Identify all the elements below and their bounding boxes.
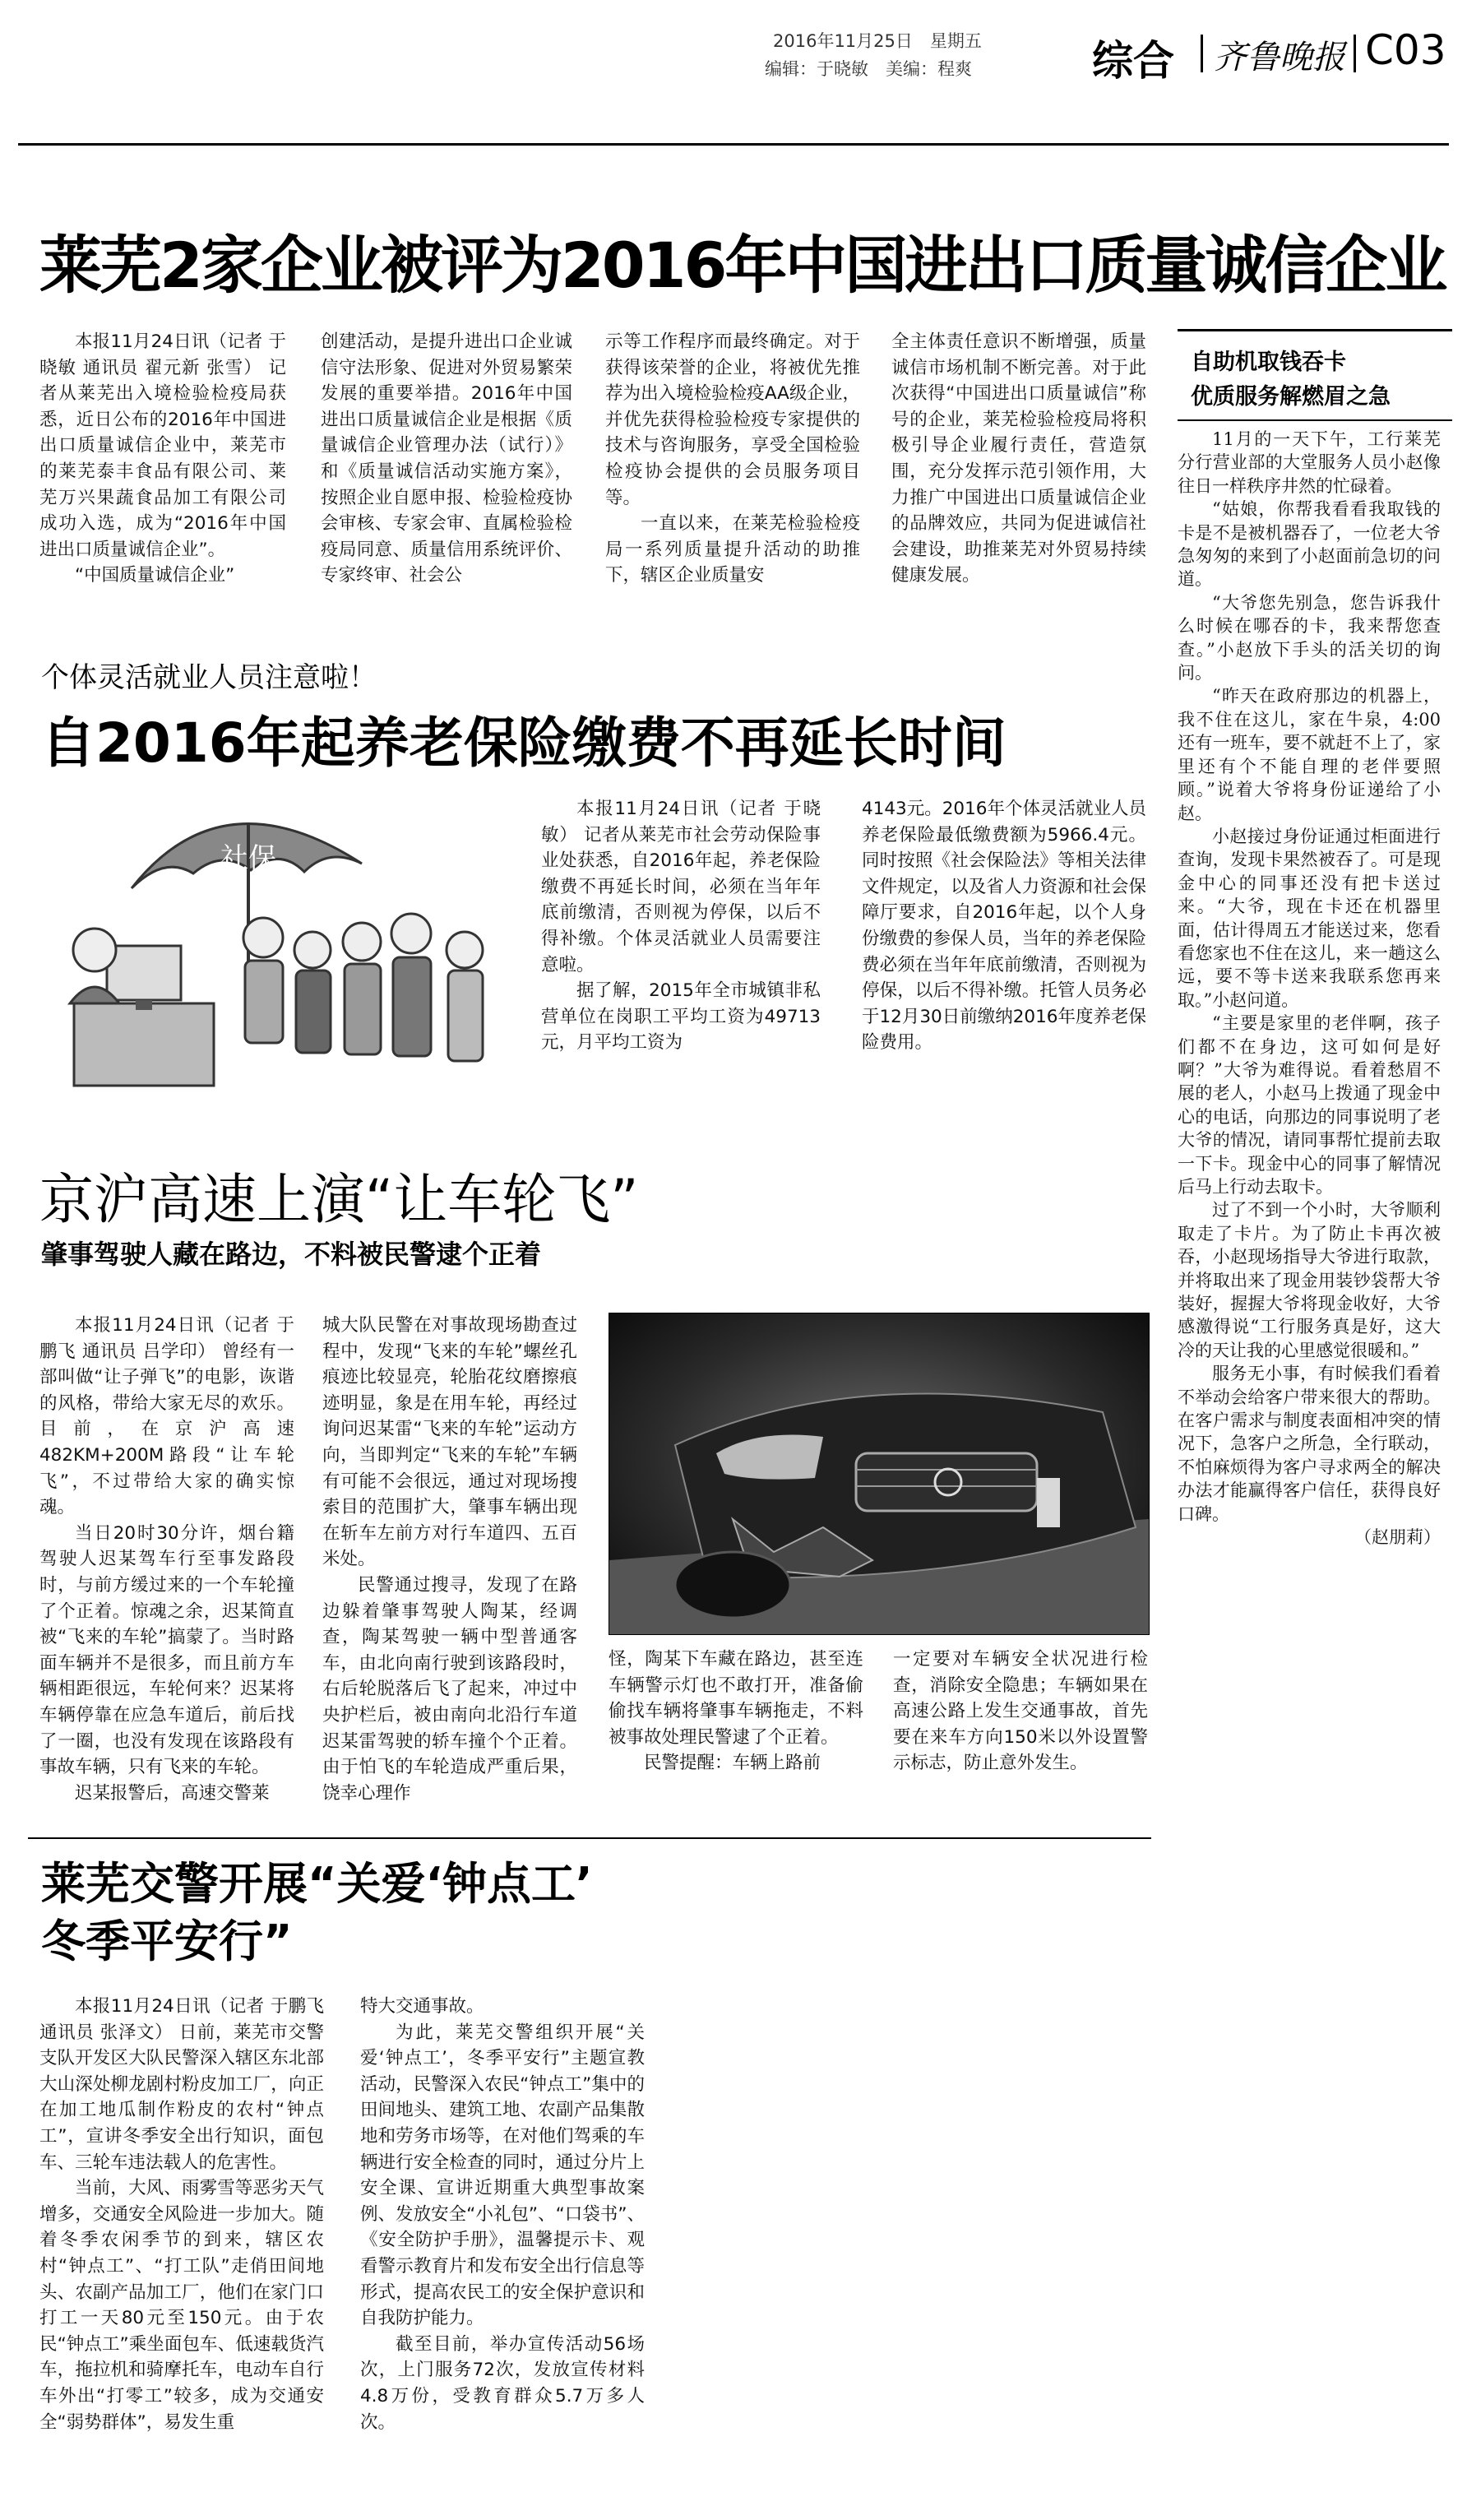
sidebar-title-line2: 优质服务解燃眉之急 <box>1191 384 1391 410</box>
editor-credits: 编辑：于晓敏 美编：程爽 <box>765 59 972 79</box>
article1-col1 <box>39 329 286 604</box>
sidebar-paragraph: 小赵接过身份证通过柜面进行查询，发现卡果然被吞了。可是现金中心的同事还没有把卡送过来。“大爷，现在卡还在机器里面，估计得周五才能送过来，您看看您家也不住在这儿，来一趟这么远，要不等卡送来我联系您再来取。”小赵问道。 <box>1178 826 1441 1010</box>
article-paragraph: 据了解，2015年全市城镇非私营单位在岗职工平均工资为49713元，月平均工资为 <box>541 980 821 1054</box>
article-paragraph: 本报11月24日讯（记者 于鹏飞 通讯员 张泽文） 日前，莱芜市交警支队开发区大队民警深入辖区东北部大山深处柳龙剧村粉皮加工厂，向正在加工地瓜制作粉皮的农村“钟点工”，宣讲冬季安全出行知识，面包车、三轮车违法载人的危害性。 <box>39 1996 324 2173</box>
sidebar-paragraph: “姑娘，你帮我看看我取钱的卡是不是被机器吞了，一位老大爷急匆匆的来到了小赵面前急切的问道。 <box>1178 499 1441 590</box>
article-paragraph: 当前，大风、雨雾雪等恶劣天气增多，交通安全风险进一步加大。随着冬季农闲季节的到来，辖区农村“钟点工”、“打工队”走俏田间地头、农副产品加工厂，他们在家门口打工一天80元至150元。由于农民“钟点工”乘坐面包车、低速载货汽车，拖拉机和骑摩托车，电动车自行车外出“打零工”较多，成为交通安全“弱势群体”，易发生重 <box>39 2178 324 2433</box>
sidebar-paragraph: “昨天在政府那边的机器上，我不住在这儿，家在牛泉，4:00还有一班车，要不就赶不上了，家里还有个不能自理的老伴要照顾。”说着大爷将身份证递给了小赵。 <box>1178 686 1441 823</box>
article1-col4 <box>891 329 1146 604</box>
article2-col2 <box>862 796 1146 1089</box>
article3-col4 <box>893 1647 1148 1811</box>
article-paragraph: 本报11月24日讯（记者 于晓敏 通讯员 翟元新 张雪） 记者从莱芜出入境检验检疫局获悉，近日公布的2016年中国进出口质量诚信企业中，莱芜市的莱芜泰丰食品有限公司、莱芜万兴果蔬食品加工有限公司成功入选，成为“2016年中国进出口质量诚信企业”。 <box>39 331 286 560</box>
social-security-cartoon <box>58 773 518 1102</box>
sidebar-title <box>1191 345 1391 415</box>
article-paragraph: 示等工作程序而最终确定。对于获得该荣誉的企业，将被优先推荐为出入境检验检疫AA级企业，并优先获得检验检疫专家提供的技术与咨询服务，享受全国检验检疫协会提供的会员服务项目等。 <box>605 331 860 508</box>
article-paragraph: 创建活动，是提升进出口企业诚信守法形象、促进对外贸易繁荣发展的重要举措。2016年中国进出口质量诚信企业是根据《质量诚信企业管理办法（试行）》和《质量诚信活动实施方案》，按照企业自愿申报、检验检疫协会审核、专家会审、直属检验检疫局同意、质量信用系统评价、专家终审、社会公 <box>321 331 572 586</box>
sidebar-paragraph: 过了不到一个小时，大爷顺利取走了卡片。为了防止卡再次被吞，小赵现场指导大爷进行取款，并将取出来了现金用装钞袋帮大爷装好，握握大爷将现金收好，大爷感激得说“工行服务真是好，这大冷的天让我的心里感觉很暖和。” <box>1178 1200 1441 1360</box>
article4-headline <box>41 1855 593 1971</box>
article-paragraph: 截至目前，举办宣传活动56场次，上门服务72次，发放宣传材料4.8万份，受教育群众5.7万多人次。 <box>360 2333 645 2433</box>
issue-date: 2016年11月25日 星期五 <box>773 31 982 51</box>
article-paragraph: 迟某报警后，高速交警莱 <box>75 1782 270 1804</box>
article-paragraph: 当日20时30分许，烟台籍驾驶人迟某驾车行至事发路段时，与前方缓过来的一个车轮撞了个正着。惊魂之余，迟某简直被“飞来的车轮”搞蒙了。当时路面车辆并不是很多，而且前方车辆相距很远，车轮何来？迟某将车辆停靠在应急车道后，前后找了一圈，也没有发现在该路段有事故车辆，只有飞来的车轮。 <box>39 1522 294 1778</box>
masthead-rule <box>18 143 1449 146</box>
article2-col1 <box>541 796 821 1089</box>
article3-col2 <box>322 1313 577 1809</box>
sidebar-title-rule <box>1178 419 1452 421</box>
article3-col3 <box>609 1647 863 1811</box>
masthead-divider <box>1201 35 1203 72</box>
article-paragraph: “中国质量诚信企业” <box>75 565 235 586</box>
sidebar-paragraph: “大爷您先别急，您告诉我什么时候在哪吞的卡，我来帮您查查。”小赵放下手头的活关切的询问。 <box>1178 592 1441 683</box>
section-name: 综合 <box>1092 37 1174 85</box>
article-paragraph: 本报11月24日讯（记者 于鹏飞 通讯员 吕学印） 曾经有一部叫做“让子弹飞”的电影，诙谐的风格，带给大家无尽的欢乐。目前，在京沪高速482KM+200M路段“让车轮飞”，不过带给大家的确实惊魂。 <box>39 1315 294 1518</box>
article-paragraph: 为此，莱芜交警组织开展“关爱‘钟点工’，冬季平安行”主题宣教活动，民警深入农民“钟点工”集中的田间地头、建筑工地、农副产品集散地和劳务市场等，在对他们驾乘的车辆进行安全检查的同时，通过分片上安全课、宣讲近期重大典型事故案例、发放安全“小礼包”、“口袋书”、《安全防护手册》，温馨提示卡、观看警示教育片和发布安全出行信息等形式，提高农民工的安全保护意识和自我防护能力。 <box>360 2022 645 2329</box>
sidebar-paragraph: “主要是家里的老伴啊，孩子们都不在身边，这可如何是好啊？”大爷为难得说。看着愁眉不展的老人，小赵马上拨通了现金中心的电话，向那边的同事说明了老大爷的情况，请同事帮忙提前去取一下卡。现金中心的同事了解情况后马上行动去取卡。 <box>1178 1013 1441 1197</box>
article4-top-rule <box>28 1837 1151 1839</box>
article2-headline: 自2016年起养老保险缴费不再延长时间 <box>41 711 1007 775</box>
sidebar-top-rule <box>1178 329 1452 331</box>
sidebar-title-line1: 自助机取钱吞卡 <box>1191 350 1346 375</box>
sidebar-signature: （赵朋莉） <box>1354 1527 1441 1548</box>
article4-headline-line1: 莱芜交警开展“关爱‘钟点工’ <box>41 1858 593 1910</box>
article-paragraph: 怪，陶某下车藏在路边，甚至连车辆警示灯也不敢打开，准备偷偷找车辆将肇事车辆拖走，不料被事故处理民警逮了个正着。 <box>609 1649 863 1748</box>
article-paragraph: 一直以来，在莱芜检验检疫局一系列质量提升活动的助推下，辖区企业质量安 <box>605 513 860 586</box>
article-paragraph: 城大队民警在对事故现场勘查过程中，发现“飞来的车轮”螺丝孔痕迹比较显亮，轮胎花纹磨擦痕迹明显，象是在用车轮，再经过询问迟某雷“飞来的车轮”运动方向，当即判定“飞来的车轮”车辆有可能不会很远，通过对现场搜索目的范围扩大，肇事车辆出现在斩车左前方对行车道四、五百米处。 <box>322 1315 577 1570</box>
article-paragraph: 全主体责任意识不断增强，质量诚信市场机制不断完善。对于此次获得“中国进出口质量诚信”称号的企业，莱芜检验检疫局将积极引导企业履行责任，营造氛围，充分发挥示范引领作用，大力推广中国进出口质量诚信企业的品牌效应，共同为促进诚信社会建设，助推莱芜对外贸易持续健康发展。 <box>891 331 1146 586</box>
car-front-image <box>609 1313 1149 1634</box>
article3-subheadline: 肇事驾驶人藏在路边，不料被民警逮个正着 <box>41 1239 542 1270</box>
masthead <box>0 0 1467 146</box>
article-paragraph: 特大交通事故。 <box>360 1996 484 2017</box>
article3-col1 <box>39 1313 294 1809</box>
sidebar-body <box>1178 428 1441 1793</box>
page-number: C03 <box>1365 26 1446 74</box>
article4-col1 <box>39 1994 324 2487</box>
article-paragraph: 民警提醒：车辆上路前 <box>644 1753 821 1774</box>
sidebar-paragraph: 11月的一天下午，工行莱芜分行营业部的大堂服务人员小赵像往日一样秩序井然的忙碌着。 <box>1178 429 1441 496</box>
social-security-illustration <box>58 773 518 1102</box>
accident-car-photo <box>609 1313 1150 1635</box>
article2-kicker: 个体灵活就业人员注意啦！ <box>41 661 377 694</box>
article4-headline-line2: 冬季平安行” <box>41 1915 293 1967</box>
article1-headline: 莱芜2家企业被评为2016年中国进出口质量诚信企业 <box>39 229 1446 302</box>
article1-col2 <box>321 329 572 604</box>
article1-col3 <box>605 329 860 604</box>
newspaper-logo: 齐鲁晚报 <box>1214 39 1345 76</box>
masthead-divider <box>1354 35 1356 72</box>
article-paragraph: 4143元。2016年个体灵活就业人员养老保险最低缴费额为5966.4元。同时按照《社会保险法》等相关法律文件规定，以及省人力资源和社会保障厅要求，自2016年起，以个人身份缴费的参保人员，当年的养老保险费必须在当年年底前缴清，否则视为停保，以后不得补缴。托管人员务必于12月30日前缴纳2016年度养老保险费用。 <box>862 799 1146 1054</box>
sidebar-paragraph: 服务无小事，有时候我们看着不举动会给客户带来很大的帮助。在客户需求与制度表面相冲突的情况下，急客户之所急，全行联动，不怕麻烦得为客户寻求两全的解决办法才能赢得客户信任，获得良好口碑。 <box>1178 1364 1441 1524</box>
article-paragraph: 本报11月24日讯（记者 于晓敏） 记者从莱芜市社会劳动保险事业处获悉，自2016年起，养老保险缴费不再延长时间，必须在当年年底前缴清，否则视为停保，以后不得补缴。个体灵活就业人员需要注意啦。 <box>541 799 821 975</box>
article3-headline: 京沪高速上演“让车轮飞” <box>39 1168 639 1231</box>
article-paragraph: 民警通过搜寻，发现了在路边躲着肇事驾驶人陶某，经调查，陶某驾驶一辆中型普通客车，由北向南行驶到该路段时，右后轮脱落后飞了起来，冲过中央护栏后，被由南向北沿行车道迟某雷驾驶的轿车撞个个正着。由于怕飞的车轮造成严重后果，饶幸心理作 <box>322 1574 577 1804</box>
article-paragraph: 一定要对车辆安全状况进行检查，消除安全隐患；车辆如果在高速公路上发生交通事故，首先要在来车方向150米以外设置警示标志，防止意外发生。 <box>893 1649 1148 1774</box>
article4-col2 <box>360 1994 645 2487</box>
umbrella-label: 社保 <box>220 842 276 875</box>
